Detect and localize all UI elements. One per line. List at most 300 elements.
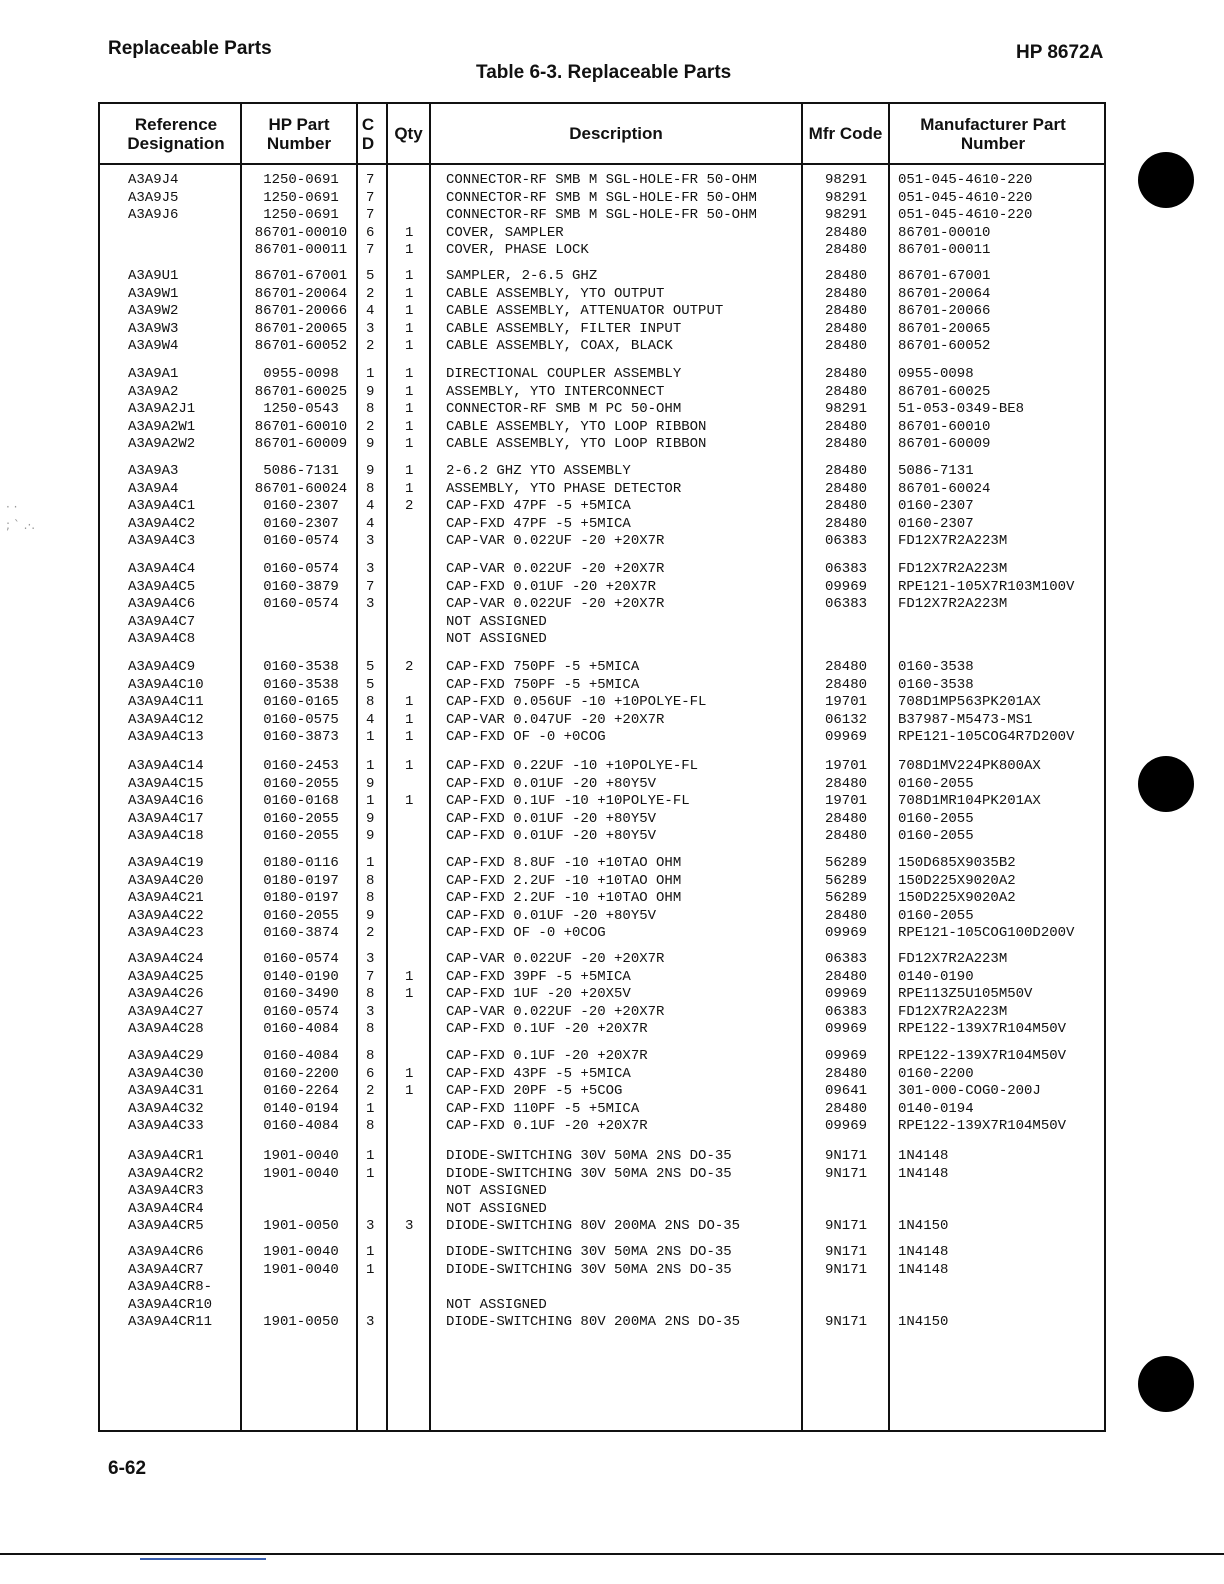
cell-cd: 8 bbox=[366, 401, 375, 417]
cell-desc: DIODE-SWITCHING 80V 200MA 2NS DO-35 bbox=[446, 1314, 741, 1330]
cell-desc: CAP-VAR 0.022UF -20 +20X7R bbox=[446, 951, 665, 967]
cell-part: 1901-0040 bbox=[263, 1148, 339, 1164]
cell-cd: 9 bbox=[366, 828, 375, 844]
cell-qty: 1 bbox=[405, 224, 414, 241]
cell-ref: A3A9A4CR3 bbox=[128, 1183, 204, 1199]
cell-desc: CAP-FXD 0.1UF -20 +20X7R bbox=[446, 1021, 648, 1037]
cell-qty: 1 bbox=[405, 366, 414, 382]
table-row bbox=[0, 1201, 1224, 1219]
cell-qty: 1 bbox=[405, 968, 414, 985]
table-row bbox=[0, 303, 1224, 321]
cell-mfr: 19701 bbox=[824, 793, 867, 809]
cell-qty: 1 bbox=[405, 480, 414, 497]
header-reference-designation: Reference Designation bbox=[127, 114, 225, 153]
cell-ref: A3A9A2J1 bbox=[128, 401, 196, 417]
cell-ref: A3A9A4CR10 bbox=[128, 1296, 213, 1313]
table-row bbox=[0, 1004, 1224, 1022]
table-row bbox=[0, 481, 1224, 499]
section-title: Replaceable Parts bbox=[108, 38, 272, 59]
cell-ref: A3A9A4C27 bbox=[128, 1003, 204, 1020]
cell-qty: 1 bbox=[405, 1083, 414, 1099]
cell-part: 1901-0050 bbox=[263, 1218, 339, 1234]
cell-mpn: 1N4148 bbox=[898, 1165, 949, 1182]
cell-mpn: 5086-7131 bbox=[898, 463, 974, 479]
cell-ref: A3A9A4C23 bbox=[128, 925, 204, 941]
cell-mfr: 06383 bbox=[824, 951, 867, 967]
table-row bbox=[0, 436, 1224, 454]
cell-qty: 3 bbox=[405, 1218, 414, 1234]
cell-desc: DIRECTIONAL COUPLER ASSEMBLY bbox=[446, 366, 682, 382]
cell-mpn: FD12X7R2A223M bbox=[898, 596, 1008, 612]
cell-cd: 8 bbox=[366, 1021, 375, 1037]
cell-cd: 7 bbox=[366, 578, 375, 595]
table-row bbox=[0, 1101, 1224, 1119]
cell-ref: A3A9A4C22 bbox=[128, 907, 204, 924]
cell-desc: CONNECTOR-RF SMB M SGL-HOLE-FR 50-OHM bbox=[446, 172, 757, 188]
cell-mpn: 1N4148 bbox=[898, 1148, 949, 1164]
cell-cd: 8 bbox=[366, 1118, 375, 1134]
punch-hole bbox=[1138, 756, 1194, 812]
cell-mpn: 86701-00011 bbox=[898, 242, 991, 258]
cell-desc: CONNECTOR-RF SMB M SGL-HOLE-FR 50-OHM bbox=[446, 207, 757, 223]
cell-part: 1250-0691 bbox=[263, 172, 339, 188]
cell-mpn: 0955-0098 bbox=[898, 366, 974, 382]
cell-part: 0160-3879 bbox=[263, 578, 339, 595]
cell-cd: 2 bbox=[366, 1083, 375, 1099]
cell-cd: 8 bbox=[366, 872, 375, 889]
cell-mfr: 09969 bbox=[824, 729, 867, 745]
cell-desc: CABLE ASSEMBLY, YTO LOOP RIBBON bbox=[446, 436, 707, 452]
cell-part: 0160-4084 bbox=[263, 1048, 339, 1064]
cell-cd: 6 bbox=[366, 224, 375, 241]
cell-mpn: 150D225X9020A2 bbox=[898, 872, 1016, 889]
row-group bbox=[0, 561, 1224, 649]
cell-ref: A3A9A4C18 bbox=[128, 828, 204, 844]
cell-desc: CAP-FXD 8.8UF -10 +10TAO OHM bbox=[446, 855, 682, 871]
cell-cd: 9 bbox=[366, 436, 375, 452]
cell-mpn: 0160-2200 bbox=[898, 1065, 974, 1082]
cell-mfr: 28480 bbox=[824, 828, 867, 844]
cell-desc: NOT ASSIGNED bbox=[446, 1183, 547, 1199]
cell-cd: 9 bbox=[366, 810, 375, 827]
table-row bbox=[0, 401, 1224, 419]
cell-part: 0160-2200 bbox=[263, 1065, 339, 1082]
cell-part: 0160-0574 bbox=[263, 596, 339, 612]
cell-ref: A3A9A4C25 bbox=[128, 968, 204, 985]
cell-mfr: 06383 bbox=[824, 533, 867, 549]
table-row bbox=[0, 908, 1224, 926]
punch-hole bbox=[1138, 152, 1194, 208]
cell-part: 0160-3873 bbox=[263, 729, 339, 745]
cell-part: 0160-2055 bbox=[263, 810, 339, 827]
table-row bbox=[0, 614, 1224, 632]
cell-ref: A3A9A4CR4 bbox=[128, 1200, 204, 1217]
cell-desc: CAP-VAR 0.047UF -20 +20X7R bbox=[446, 711, 665, 728]
cell-mfr: 28480 bbox=[824, 224, 867, 241]
cell-cd: 8 bbox=[366, 890, 375, 906]
table-row bbox=[0, 1166, 1224, 1184]
cell-ref: A3A9A4CR8- bbox=[128, 1279, 213, 1295]
cell-mpn: 86701-60010 bbox=[898, 418, 991, 435]
cell-mfr: 9N171 bbox=[824, 1314, 867, 1330]
cell-cd: 8 bbox=[366, 986, 375, 1002]
cell-desc: CONNECTOR-RF SMB M SGL-HOLE-FR 50-OHM bbox=[446, 189, 757, 206]
header-divider bbox=[98, 163, 1106, 165]
cell-desc: NOT ASSIGNED bbox=[446, 1296, 547, 1313]
cell-part: 0160-2055 bbox=[263, 828, 339, 844]
table-row bbox=[0, 828, 1224, 846]
cell-ref: A3A9A4C15 bbox=[128, 775, 204, 792]
cell-mpn: 0140-0194 bbox=[898, 1100, 974, 1117]
cell-ref: A3A9A4C21 bbox=[128, 890, 204, 906]
cell-ref: A3A9A4C5 bbox=[128, 578, 196, 595]
header-qty: Qty bbox=[394, 124, 423, 143]
cell-mpn: 86701-60024 bbox=[898, 480, 991, 497]
cell-ref: A3A9A4C20 bbox=[128, 872, 204, 889]
cell-ref: A3A9A4C4 bbox=[128, 561, 196, 577]
cell-mfr: 28480 bbox=[824, 775, 867, 792]
cell-mpn: 0160-2307 bbox=[898, 515, 974, 532]
cell-part: 0160-0575 bbox=[263, 711, 339, 728]
cell-mpn: 051-045-4610-220 bbox=[898, 172, 1033, 188]
cell-part: 0160-3490 bbox=[263, 986, 339, 1002]
table-row bbox=[0, 366, 1224, 384]
cell-mpn: 150D685X9035B2 bbox=[898, 855, 1016, 871]
cell-part: 0160-2307 bbox=[263, 515, 339, 532]
cell-desc: SAMPLER, 2-6.5 GHZ bbox=[446, 268, 598, 284]
table-row bbox=[0, 1021, 1224, 1039]
table-row bbox=[0, 855, 1224, 873]
cell-mfr: 28480 bbox=[824, 659, 867, 675]
table-row bbox=[0, 1048, 1224, 1066]
cell-desc: COVER, PHASE LOCK bbox=[446, 242, 589, 258]
cell-mfr: 28480 bbox=[824, 285, 867, 302]
bottom-rule-accent bbox=[140, 1558, 266, 1560]
cell-ref: A3A9A2W2 bbox=[128, 436, 196, 452]
cell-mfr: 28480 bbox=[824, 242, 867, 258]
cell-desc: CAP-FXD 0.01UF -20 +80Y5V bbox=[446, 907, 657, 924]
cell-part: 0160-3538 bbox=[263, 659, 339, 675]
cell-ref: A3A9W4 bbox=[128, 338, 179, 354]
cell-ref: A3A9J6 bbox=[128, 207, 179, 223]
cell-desc: CAP-VAR 0.022UF -20 +20X7R bbox=[446, 533, 665, 549]
cell-mfr: 98291 bbox=[824, 401, 867, 417]
cell-cd: 9 bbox=[366, 775, 375, 792]
cell-ref: A3A9A4C32 bbox=[128, 1100, 204, 1117]
cell-cd: 2 bbox=[366, 418, 375, 435]
table-row bbox=[0, 758, 1224, 776]
cell-ref: A3A9A2W1 bbox=[128, 418, 196, 435]
cell-mpn: 51-053-0349-BE8 bbox=[898, 401, 1025, 417]
cell-desc: CABLE ASSEMBLY, COAX, BLACK bbox=[446, 338, 673, 354]
table-row bbox=[0, 729, 1224, 747]
table-row bbox=[0, 873, 1224, 891]
cell-cd: 4 bbox=[366, 711, 375, 728]
cell-cd: 3 bbox=[366, 533, 375, 549]
table-row bbox=[0, 533, 1224, 551]
cell-desc: CAP-FXD 0.01UF -20 +80Y5V bbox=[446, 828, 657, 844]
cell-desc: NOT ASSIGNED bbox=[446, 613, 547, 630]
cell-qty: 1 bbox=[405, 694, 414, 710]
table-row bbox=[0, 1083, 1224, 1101]
cell-cd: 1 bbox=[366, 758, 375, 774]
row-group bbox=[0, 463, 1224, 551]
table-row bbox=[0, 242, 1224, 260]
cell-mfr: 28480 bbox=[824, 498, 867, 514]
cell-part: 86701-20066 bbox=[254, 303, 348, 319]
table-row bbox=[0, 579, 1224, 597]
cell-mpn: FD12X7R2A223M bbox=[898, 1003, 1008, 1020]
cell-qty: 1 bbox=[405, 268, 414, 284]
cell-ref: A3A9A4C7 bbox=[128, 613, 196, 630]
cell-ref: A3A9A4CR6 bbox=[128, 1244, 204, 1260]
cell-cd: 3 bbox=[366, 1314, 375, 1330]
cell-cd: 4 bbox=[366, 498, 375, 514]
cell-mpn: 86701-60052 bbox=[898, 338, 991, 354]
table-row bbox=[0, 811, 1224, 829]
cell-mfr: 9N171 bbox=[824, 1261, 867, 1278]
table-row bbox=[0, 286, 1224, 304]
cell-part: 86701-20064 bbox=[254, 285, 348, 302]
cell-part: 86701-20065 bbox=[254, 320, 348, 337]
cell-cd: 1 bbox=[366, 1148, 375, 1164]
cell-ref: A3A9A4C30 bbox=[128, 1065, 204, 1082]
cell-desc: CAP-VAR 0.022UF -20 +20X7R bbox=[446, 1003, 665, 1020]
table-row bbox=[0, 172, 1224, 190]
cell-qty: 1 bbox=[405, 418, 414, 435]
cell-part: 0160-2307 bbox=[263, 498, 339, 514]
cell-part: 0955-0098 bbox=[263, 366, 339, 382]
cell-mpn: RPE121-105X7R103M100V bbox=[898, 578, 1075, 595]
cell-cd: 1 bbox=[366, 1261, 375, 1278]
row-group bbox=[0, 268, 1224, 356]
cell-cd: 3 bbox=[366, 561, 375, 577]
cell-desc: CAP-FXD 43PF -5 +5MICA bbox=[446, 1065, 631, 1082]
cell-part: 0160-2055 bbox=[263, 775, 339, 792]
cell-ref: A3A9A4C16 bbox=[128, 793, 204, 809]
cell-qty: 1 bbox=[405, 320, 414, 337]
cell-cd: 8 bbox=[366, 694, 375, 710]
cell-mfr: 9N171 bbox=[824, 1148, 867, 1164]
cell-mfr: 06383 bbox=[824, 596, 867, 612]
cell-part: 1250-0543 bbox=[263, 401, 339, 417]
cell-mfr: 28480 bbox=[824, 676, 867, 693]
table-row bbox=[0, 1262, 1224, 1280]
header-description: Description bbox=[569, 124, 663, 143]
cell-mfr: 56289 bbox=[824, 872, 867, 889]
cell-mfr: 56289 bbox=[824, 890, 867, 906]
cell-desc: CAP-FXD 2.2UF -10 +10TAO OHM bbox=[446, 872, 682, 889]
cell-part: 86701-60025 bbox=[254, 383, 348, 400]
cell-desc: 2-6.2 GHZ YTO ASSEMBLY bbox=[446, 463, 631, 479]
cell-part: 0180-0197 bbox=[263, 890, 339, 906]
cell-ref: A3A9A4C11 bbox=[128, 694, 204, 710]
table-row bbox=[0, 1297, 1224, 1315]
scan-specks: · · ; ` .·. bbox=[6, 500, 36, 532]
cell-qty: 1 bbox=[405, 242, 414, 258]
cell-desc: CAP-FXD 750PF -5 +5MICA bbox=[446, 676, 640, 693]
table-row bbox=[0, 190, 1224, 208]
cell-mpn: RPE122-139X7R104M50V bbox=[898, 1048, 1067, 1064]
cell-cd: 6 bbox=[366, 1065, 375, 1082]
cell-qty: 1 bbox=[405, 383, 414, 400]
cell-mfr: 28480 bbox=[824, 320, 867, 337]
row-group bbox=[0, 366, 1224, 454]
table-row bbox=[0, 1218, 1224, 1236]
cell-cd: 9 bbox=[366, 463, 375, 479]
table-row bbox=[0, 694, 1224, 712]
cell-cd: 7 bbox=[366, 207, 375, 223]
cell-part: 86701-60010 bbox=[254, 418, 348, 435]
table-row bbox=[0, 890, 1224, 908]
cell-mfr: 19701 bbox=[824, 758, 867, 774]
cell-cd: 2 bbox=[366, 285, 375, 302]
header-hp-part-number: HP Part Number bbox=[266, 114, 332, 153]
cell-ref: A3A9A4C26 bbox=[128, 986, 204, 1002]
cell-mpn: 0160-3538 bbox=[898, 676, 974, 693]
cell-ref: A3A9A4C24 bbox=[128, 951, 204, 967]
row-group bbox=[0, 951, 1224, 1039]
cell-mfr: 98291 bbox=[824, 207, 867, 223]
table-row bbox=[0, 463, 1224, 481]
cell-mpn: RPE121-105COG4R7D200V bbox=[898, 729, 1075, 745]
cell-desc: DIODE-SWITCHING 80V 200MA 2NS DO-35 bbox=[446, 1218, 741, 1234]
table-row bbox=[0, 321, 1224, 339]
cell-cd: 7 bbox=[366, 242, 375, 258]
table-row bbox=[0, 1118, 1224, 1136]
bottom-rule bbox=[0, 1553, 1224, 1555]
cell-mpn: 150D225X9020A2 bbox=[898, 890, 1016, 906]
cell-mfr: 28480 bbox=[824, 463, 867, 479]
cell-qty: 1 bbox=[405, 303, 414, 319]
row-group bbox=[0, 855, 1224, 943]
cell-cd: 5 bbox=[366, 659, 375, 675]
cell-desc: CAP-FXD 0.01UF -20 +80Y5V bbox=[446, 775, 657, 792]
cell-desc: CAP-FXD 20PF -5 +5COG bbox=[446, 1083, 623, 1099]
cell-part: 0160-3538 bbox=[263, 676, 339, 693]
cell-mpn: 301-000-COG0-200J bbox=[898, 1083, 1041, 1099]
cell-part: 86701-00011 bbox=[254, 242, 348, 258]
cell-mpn: 051-045-4610-220 bbox=[898, 207, 1033, 223]
header-manufacturer-part-number: Manufacturer Part Number bbox=[920, 114, 1066, 153]
cell-mpn: 86701-20065 bbox=[898, 320, 991, 337]
cell-desc: CAP-FXD 0.1UF -20 +20X7R bbox=[446, 1118, 648, 1134]
cell-ref: A3A9A4C12 bbox=[128, 711, 204, 728]
table-row bbox=[0, 516, 1224, 534]
cell-mpn: 0160-2055 bbox=[898, 828, 974, 844]
cell-desc: DIODE-SWITCHING 30V 50MA 2NS DO-35 bbox=[446, 1165, 732, 1182]
cell-cd: 3 bbox=[366, 1218, 375, 1234]
cell-desc: CAP-FXD 750PF -5 +5MICA bbox=[446, 659, 640, 675]
cell-ref: A3A9A4C1 bbox=[128, 498, 196, 514]
cell-cd: 9 bbox=[366, 383, 375, 400]
cell-mfr: 28480 bbox=[824, 418, 867, 435]
cell-qty: 1 bbox=[405, 758, 414, 774]
cell-ref: A3A9A4CR7 bbox=[128, 1261, 204, 1278]
table-row bbox=[0, 207, 1224, 225]
cell-ref: A3A9J5 bbox=[128, 189, 179, 206]
cell-qty: 2 bbox=[405, 659, 414, 675]
cell-qty: 1 bbox=[405, 463, 414, 479]
cell-mfr: 28480 bbox=[824, 303, 867, 319]
cell-ref: A3A9A4C19 bbox=[128, 855, 204, 871]
punch-hole bbox=[1138, 1356, 1194, 1412]
cell-part: 0160-4084 bbox=[263, 1118, 339, 1134]
cell-ref: A3A9A4CR11 bbox=[128, 1314, 213, 1330]
table-row bbox=[0, 951, 1224, 969]
cell-mpn: 1N4148 bbox=[898, 1261, 949, 1278]
cell-cd: 7 bbox=[366, 189, 375, 206]
cell-cd: 1 bbox=[366, 1165, 375, 1182]
cell-desc: CAP-FXD 47PF -5 +5MICA bbox=[446, 515, 631, 532]
cell-desc: CABLE ASSEMBLY, ATTENUATOR OUTPUT bbox=[446, 303, 724, 319]
cell-mpn: RPE122-139X7R104M50V bbox=[898, 1118, 1067, 1134]
cell-mpn: 051-045-4610-220 bbox=[898, 189, 1033, 206]
cell-qty: 1 bbox=[405, 986, 414, 1002]
cell-mpn: 0160-2055 bbox=[898, 907, 974, 924]
cell-cd: 5 bbox=[366, 268, 375, 284]
table-row bbox=[0, 561, 1224, 579]
cell-mfr: 28480 bbox=[824, 436, 867, 452]
cell-qty: 1 bbox=[405, 711, 414, 728]
cell-mpn: 86701-20066 bbox=[898, 303, 991, 319]
cell-mpn: 0160-2055 bbox=[898, 775, 974, 792]
cell-mpn: 708D1MR104PK201AX bbox=[898, 793, 1041, 809]
cell-desc: CAP-FXD 0.01UF -20 +20X7R bbox=[446, 578, 657, 595]
cell-ref: A3A9A4 bbox=[128, 480, 179, 497]
cell-mpn: 0160-3538 bbox=[898, 659, 974, 675]
cell-mfr: 06383 bbox=[824, 1003, 867, 1020]
model-number: HP 8672A bbox=[1016, 42, 1104, 63]
cell-part: 0160-0574 bbox=[263, 1003, 339, 1020]
cell-mfr: 09969 bbox=[824, 925, 867, 941]
cell-mfr: 28480 bbox=[824, 1065, 867, 1082]
cell-desc: ASSEMBLY, YTO INTERCONNECT bbox=[446, 383, 665, 400]
cell-part: 0160-3874 bbox=[263, 925, 339, 941]
cell-desc: CAP-FXD OF -0 +0COG bbox=[446, 729, 606, 745]
cell-desc: CONNECTOR-RF SMB M PC 50-OHM bbox=[446, 401, 682, 417]
cell-mfr: 06383 bbox=[824, 561, 867, 577]
table-row bbox=[0, 1314, 1224, 1332]
cell-ref: A3A9A4C8 bbox=[128, 631, 196, 647]
table-row bbox=[0, 793, 1224, 811]
cell-part: 1901-0050 bbox=[263, 1314, 339, 1330]
cell-part: 0180-0116 bbox=[263, 855, 339, 871]
cell-mfr: 98291 bbox=[824, 172, 867, 188]
cell-desc: CAP-FXD 0.22UF -10 +10POLYE-FL bbox=[446, 758, 699, 774]
cell-qty: 1 bbox=[405, 1065, 414, 1082]
cell-cd: 1 bbox=[366, 855, 375, 871]
cell-mfr: 09969 bbox=[824, 578, 867, 595]
cell-cd: 1 bbox=[366, 366, 375, 382]
row-group bbox=[0, 1048, 1224, 1136]
cell-desc: DIODE-SWITCHING 30V 50MA 2NS DO-35 bbox=[446, 1148, 732, 1164]
table-row bbox=[0, 268, 1224, 286]
cell-ref: A3A9A1 bbox=[128, 366, 179, 382]
cell-qty: 1 bbox=[405, 401, 414, 417]
cell-qty: 1 bbox=[405, 338, 414, 354]
table-row bbox=[0, 498, 1224, 516]
cell-mpn: 0160-2307 bbox=[898, 498, 974, 514]
page-number: 6-62 bbox=[108, 1458, 147, 1479]
cell-qty: 1 bbox=[405, 285, 414, 302]
cell-part: 0160-2055 bbox=[263, 907, 339, 924]
row-group bbox=[0, 172, 1224, 260]
cell-desc: CAP-FXD 0.01UF -20 +80Y5V bbox=[446, 810, 657, 827]
cell-mfr: 9N171 bbox=[824, 1244, 867, 1260]
cell-cd: 8 bbox=[366, 480, 375, 497]
cell-cd: 1 bbox=[366, 1244, 375, 1260]
